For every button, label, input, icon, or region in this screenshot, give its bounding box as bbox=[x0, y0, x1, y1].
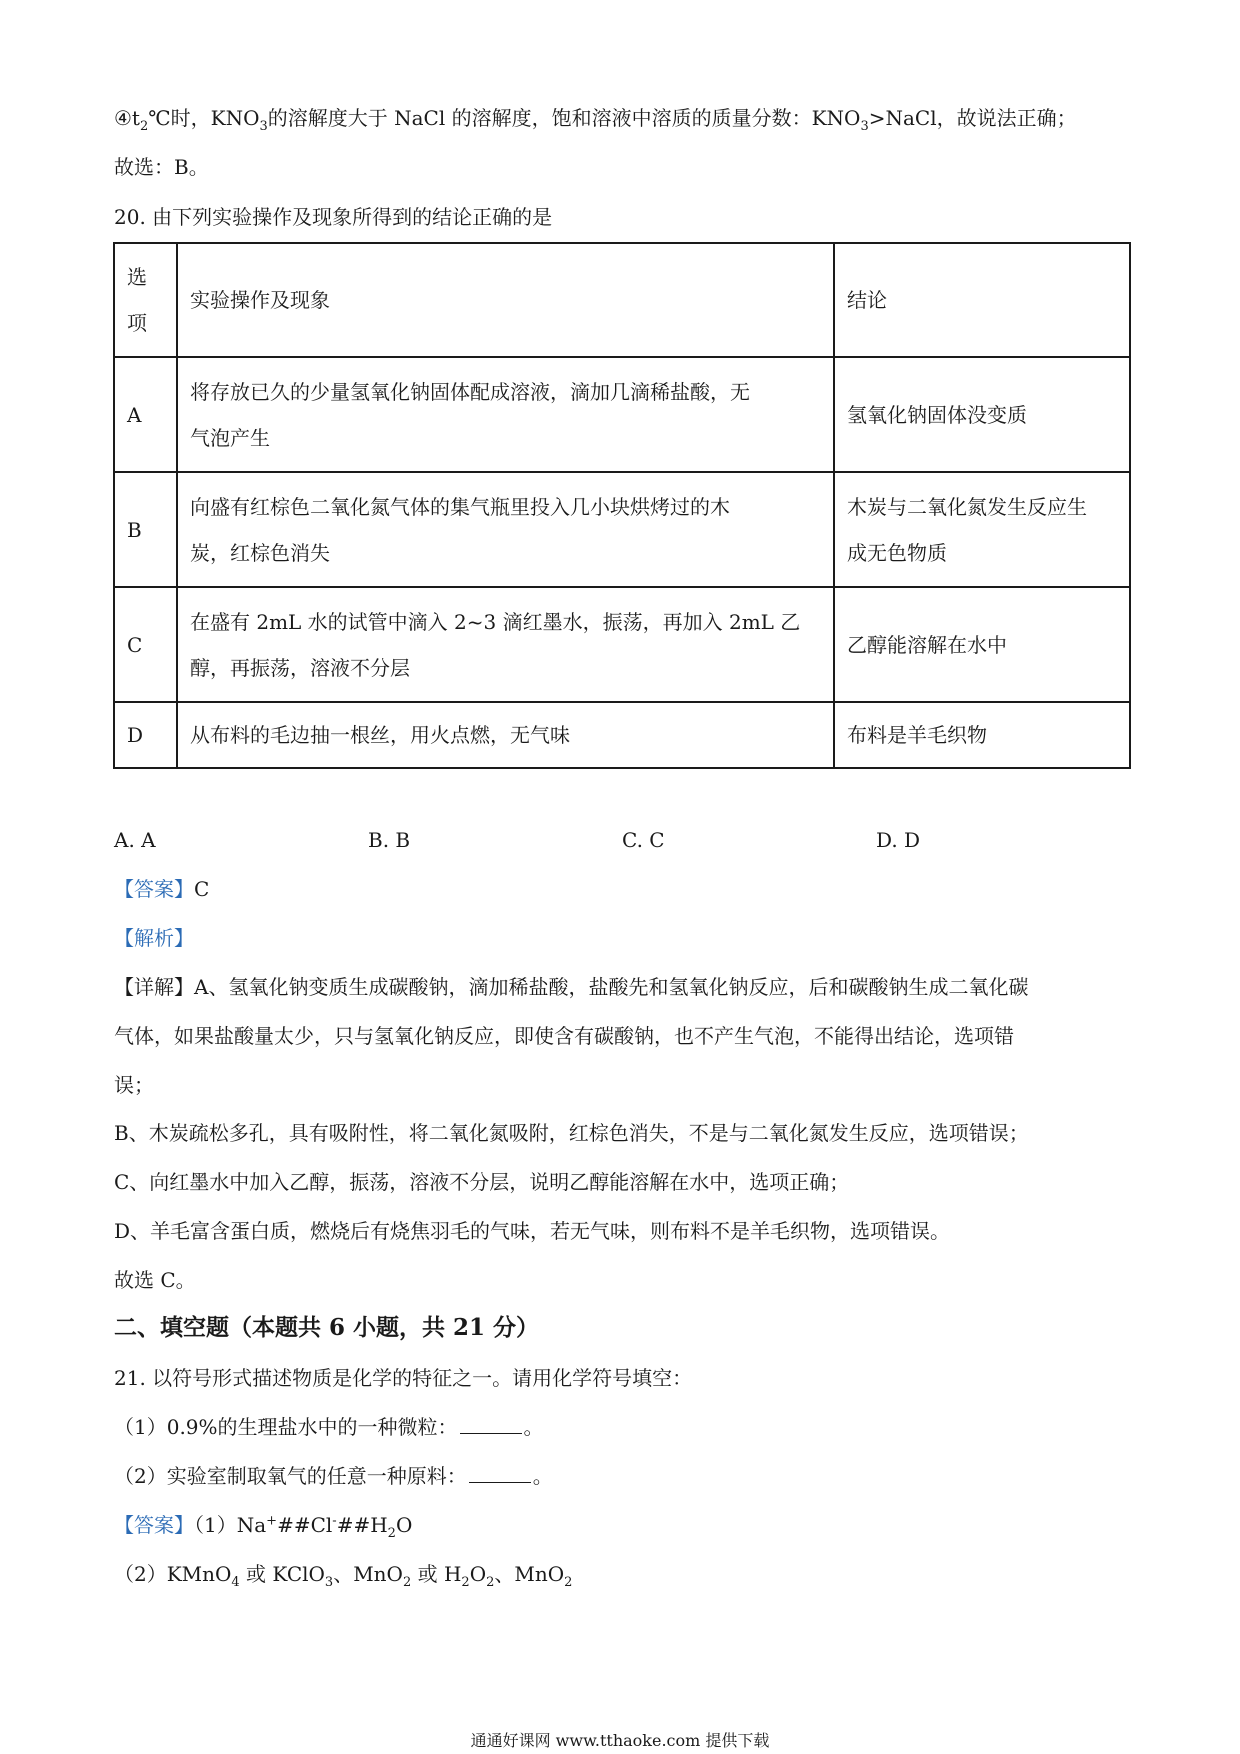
operation-line: 在盛有 2mL 水的试管中滴入 2~3 滴红墨水，振荡，再加入 2mL 乙 bbox=[190, 609, 801, 634]
answer-line bbox=[114, 1511, 412, 1539]
subscript: 2 bbox=[486, 1575, 495, 1590]
text-fragment: 的溶解度大于 NaCl 的溶解度，饱和溶液中溶质的质量分数：KNO bbox=[267, 106, 861, 130]
answer-choices bbox=[114, 826, 1114, 856]
page-footer: 通通好课网 www.tthaoke.com 提供下载 bbox=[470, 1731, 770, 1750]
header-operation: 实验操作及现象 bbox=[177, 243, 834, 357]
text-fragment: 或 KClO bbox=[239, 1562, 325, 1586]
conclusion-line: 成无色物质 bbox=[847, 540, 947, 565]
table-row bbox=[114, 587, 1130, 702]
answer-blank bbox=[460, 1415, 522, 1434]
subscript: 3 bbox=[860, 119, 869, 134]
operation-line: 将存放已久的少量氢氧化钠固体配成溶液，滴加几滴稀盐酸，无 bbox=[190, 379, 750, 404]
text-fragment: 。 bbox=[523, 1415, 544, 1439]
detail-line: C、向红墨水中加入乙醇，振荡，溶液不分层，说明乙醇能溶解在水中，选项正确； bbox=[114, 1170, 850, 1194]
text-line: 故选：B。 bbox=[114, 155, 209, 179]
subscript: 3 bbox=[324, 1575, 334, 1590]
superscript: - bbox=[332, 1513, 337, 1529]
text-fragment: ℃时，KNO bbox=[148, 106, 260, 130]
answer-value: C bbox=[194, 877, 210, 901]
subscript: 2 bbox=[461, 1575, 470, 1590]
experiment-table bbox=[113, 242, 1131, 769]
table-row bbox=[114, 357, 1130, 472]
header-conclusion: 结论 bbox=[834, 243, 1130, 357]
table-row bbox=[114, 472, 1130, 587]
table-header-row bbox=[114, 243, 1130, 357]
detail-line: 误； bbox=[114, 1073, 154, 1097]
subscript: 2 bbox=[387, 1526, 396, 1541]
text-fragment: O bbox=[469, 1562, 487, 1586]
answer-line bbox=[114, 1560, 572, 1588]
conclusion-line: 木炭与二氧化氮发生反应生 bbox=[847, 494, 1087, 519]
subscript: 2 bbox=[139, 119, 149, 134]
text-fragment: 、MnO bbox=[494, 1562, 565, 1586]
row-conclusion: 乙醇能溶解在水中 bbox=[834, 587, 1130, 702]
table-row bbox=[114, 702, 1130, 768]
operation-line: 醇，再振荡，溶液不分层 bbox=[190, 655, 410, 680]
question-part bbox=[114, 1462, 553, 1490]
choice-c: C. C bbox=[622, 828, 665, 852]
text-fragment: （2）实验室制取氧气的任意一种原料： bbox=[114, 1464, 467, 1488]
text-fragment: 或 H bbox=[411, 1562, 462, 1586]
row-operation bbox=[177, 357, 834, 472]
text-fragment: ##H bbox=[336, 1513, 388, 1537]
row-option: D bbox=[114, 702, 177, 768]
text-fragment: 、MnO bbox=[333, 1562, 403, 1586]
row-conclusion bbox=[834, 472, 1130, 587]
header-option-line: 选 bbox=[127, 265, 147, 289]
question-stem: 21. 以符号形式描述物质是化学的特征之一。请用化学符号填空： bbox=[114, 1366, 693, 1390]
text-fragment: （1）0.9%的生理盐水中的一种微粒： bbox=[114, 1415, 458, 1439]
subscript: 4 bbox=[231, 1575, 240, 1590]
header-option bbox=[114, 243, 177, 357]
detail-line: 【详解】A、氢氧化钠变质生成碳酸钠，滴加稀盐酸，盐酸先和氢氧化钠反应，后和碳酸钠生成二氧化碳 bbox=[114, 975, 1029, 999]
superscript: + bbox=[266, 1513, 278, 1529]
question-part bbox=[114, 1413, 544, 1441]
header-option-line: 项 bbox=[127, 311, 147, 335]
operation-line: 炭，红棕色消失 bbox=[190, 540, 330, 565]
row-operation bbox=[177, 472, 834, 587]
choice-b: B. B bbox=[368, 828, 411, 852]
row-option: C bbox=[114, 587, 177, 702]
subscript: 3 bbox=[259, 119, 268, 134]
text-fragment: （2）KMnO bbox=[114, 1562, 232, 1586]
answer-tag: 【答案】 bbox=[114, 877, 194, 901]
row-option: B bbox=[114, 472, 177, 587]
subscript: 2 bbox=[402, 1575, 412, 1590]
question-stem: 20. 由下列实验操作及现象所得到的结论正确的是 bbox=[114, 205, 553, 229]
choice-d: D. D bbox=[876, 828, 921, 852]
row-option: A bbox=[114, 357, 177, 472]
section-heading: 二、填空题（本题共 6 小题，共 21 分） bbox=[114, 1314, 540, 1341]
answer-line bbox=[114, 875, 209, 903]
analysis-tag: 【解析】 bbox=[114, 926, 194, 950]
subscript: 2 bbox=[564, 1575, 573, 1590]
row-conclusion: 氢氧化钠固体没变质 bbox=[834, 357, 1130, 472]
operation-line: 气泡产生 bbox=[190, 425, 270, 450]
answer-tag: 【答案】 bbox=[114, 1513, 194, 1537]
text-fragment: （1）Na bbox=[194, 1513, 267, 1537]
text-fragment: >NaCl，故说法正确； bbox=[868, 106, 1077, 130]
operation-line: 向盛有红棕色二氧化氮气体的集气瓶里投入几小块烘烤过的木 bbox=[190, 494, 730, 519]
row-operation bbox=[177, 587, 834, 702]
choice-a: A. A bbox=[114, 828, 156, 852]
conclusion-line: 故选 C。 bbox=[114, 1268, 196, 1292]
text-fragment: O bbox=[395, 1513, 413, 1537]
text-line bbox=[114, 104, 1077, 132]
text-fragment: ##Cl bbox=[277, 1513, 333, 1537]
row-conclusion: 布料是羊毛织物 bbox=[834, 702, 1130, 768]
detail-line: B、木炭疏松多孔，具有吸附性，将二氧化氮吸附，红棕色消失，不是与二氧化氮发生反应，选项错误； bbox=[114, 1121, 1029, 1145]
detail-line: D、羊毛富含蛋白质，燃烧后有烧焦羽毛的气味，若无气味，则布料不是羊毛织物，选项错误。 bbox=[114, 1219, 951, 1243]
row-operation: 从布料的毛边抽一根丝，用火点燃，无气味 bbox=[177, 702, 834, 768]
text-fragment: ④t bbox=[114, 106, 140, 130]
detail-line: 气体，如果盐酸量太少，只与氢氧化钠反应，即使含有碳酸钠，也不产生气泡，不能得出结论，选项错 bbox=[114, 1024, 1014, 1048]
text-fragment: 。 bbox=[532, 1464, 553, 1488]
answer-blank bbox=[469, 1464, 531, 1483]
